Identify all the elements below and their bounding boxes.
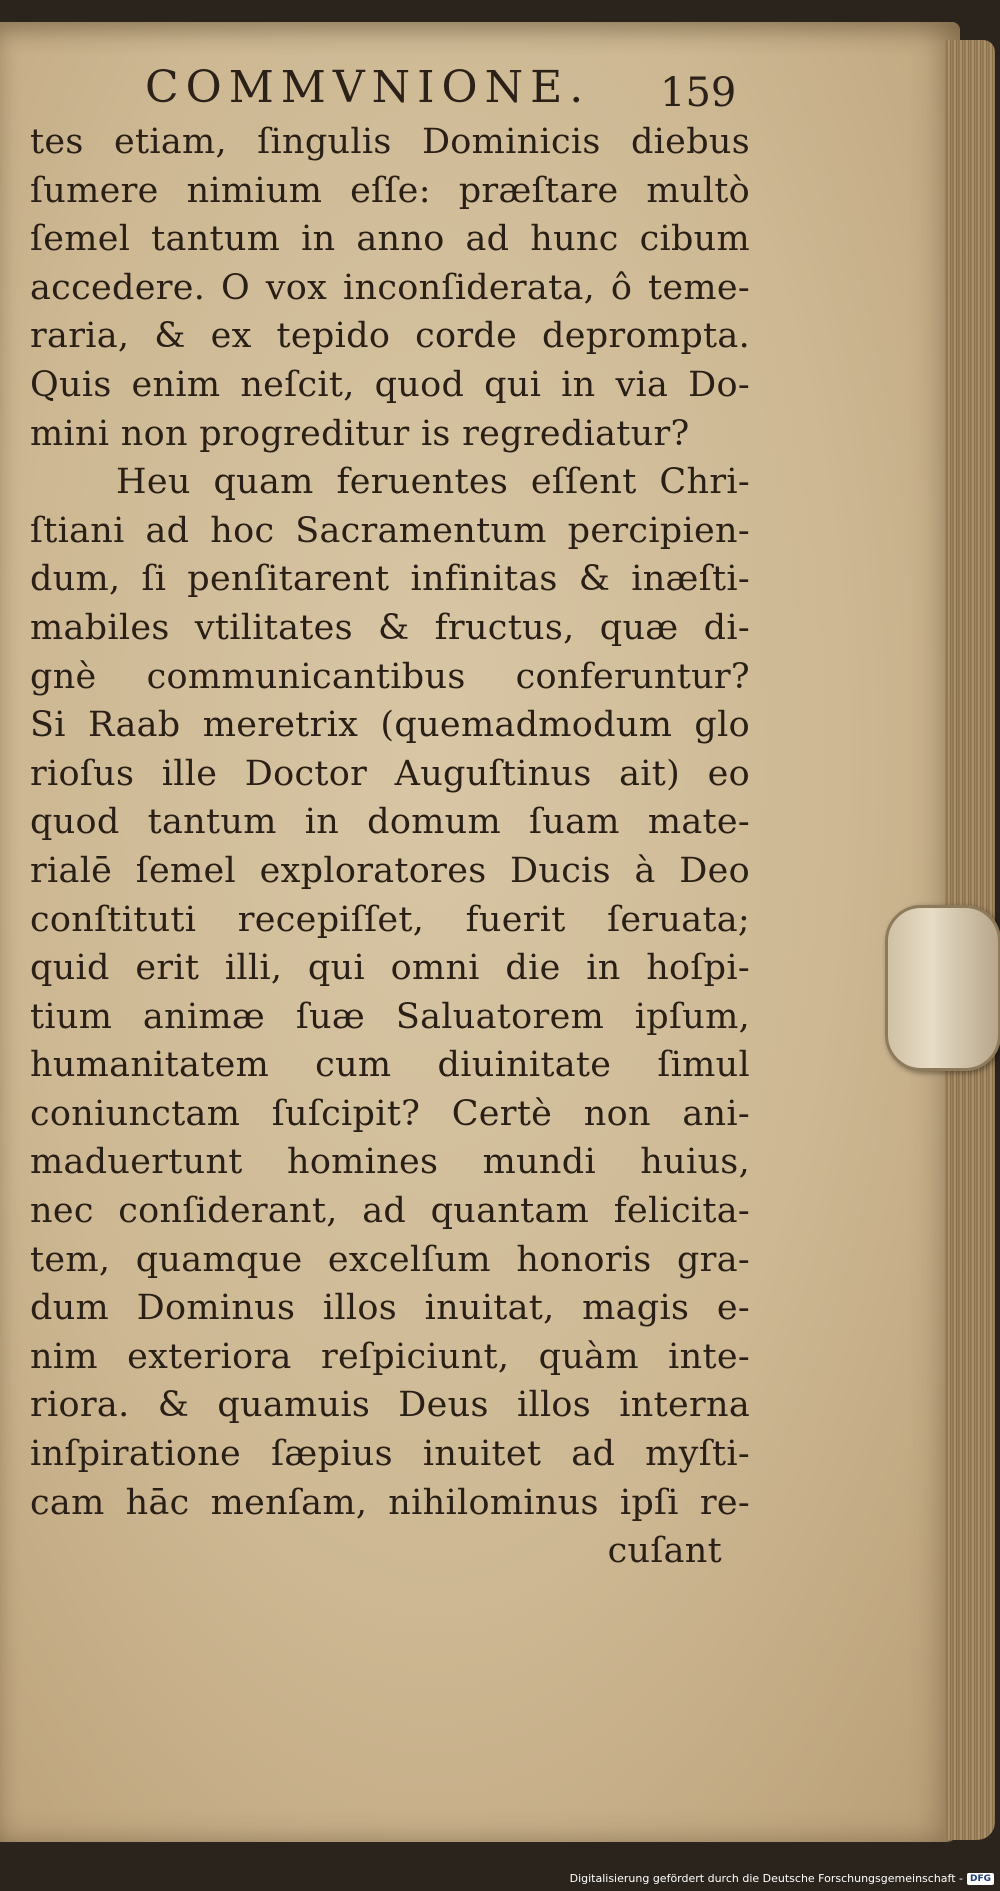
text-line: maduertunt homines mundi huius, — [30, 1142, 750, 1183]
page-number: 159 — [660, 70, 737, 116]
text-line: quod tantum in domum ſuam mate- — [30, 802, 750, 843]
text-line: mabiles vtilitates & fructus, quæ di- — [30, 607, 750, 648]
text-line: Heu quam feruentes eſſent Chri- — [116, 462, 750, 503]
text-line: ſemel tantum in anno ad hunc cibum — [30, 219, 750, 260]
text-line: gnè communicantibus conferuntur? — [30, 656, 750, 697]
text-line: quid erit illi, qui omni die in hoſpi- — [30, 948, 750, 989]
running-head: COMMVNIONE. — [145, 62, 591, 113]
text-line: cam hāc menſam, nihilominus ipſi re- — [30, 1482, 750, 1523]
digitization-credit — [570, 1872, 994, 1885]
text-line: dum, ſi penſitarent infinitas & inæſti- — [30, 559, 750, 600]
text-line: Quis enim neſcit, quod qui in via Do- — [30, 364, 750, 405]
text-line: nec conſiderant, ad quantam felicita- — [30, 1191, 750, 1232]
book-clasp — [885, 905, 1000, 1071]
text-line: conſtituti recepiſſet, fuerit ſeruata; — [30, 899, 750, 940]
text-line: humanitatem cum diuinitate ſimul — [30, 1045, 750, 1086]
text-line: inſpiratione ſæpius inuitet ad myſti- — [30, 1434, 750, 1475]
text-line: raria, & ex tepido corde deprompta. — [30, 316, 750, 357]
text-line: tes etiam, ſingulis Dominicis diebus — [30, 122, 750, 162]
dfg-logo-icon: DFG — [967, 1873, 994, 1885]
text-line: Si Raab meretrix (quemadmodum glo — [30, 705, 750, 746]
text-line: rioſus ille Doctor Auguſtinus ait) eo — [30, 753, 750, 794]
text-line: coniunctam ſuſcipit? Certè non ani- — [30, 1093, 750, 1134]
text-line: accedere. O vox inconſiderata, ô teme- — [30, 267, 750, 308]
text-line: nim exteriora reſpiciunt, quàm inte- — [30, 1336, 750, 1377]
credit-text: Digitalisierung gefördert durch die Deutsche Forschungsgemeinschaft - — [569, 1872, 963, 1885]
text-line: tium animæ ſuæ Saluatorem ipſum, — [30, 996, 750, 1037]
text-line: ſtiani ad hoc Sacramentum percipien- — [30, 510, 750, 551]
text-line: mini non progreditur is regrediatur? — [30, 413, 690, 454]
text-line: ſumere nimium eſſe: præſtare multò — [30, 170, 750, 211]
text-line: tem, quamque excelſum honoris gra- — [30, 1239, 750, 1280]
text-line: riora. & quamuis Deus illos interna — [30, 1385, 750, 1426]
text-line: dum Dominus illos inuitat, magis e- — [30, 1288, 750, 1329]
text-line: rialē ſemel exploratores Ducis à Deo — [30, 850, 750, 891]
text-block — [30, 118, 750, 1576]
catchword: cuſant — [607, 1531, 722, 1572]
